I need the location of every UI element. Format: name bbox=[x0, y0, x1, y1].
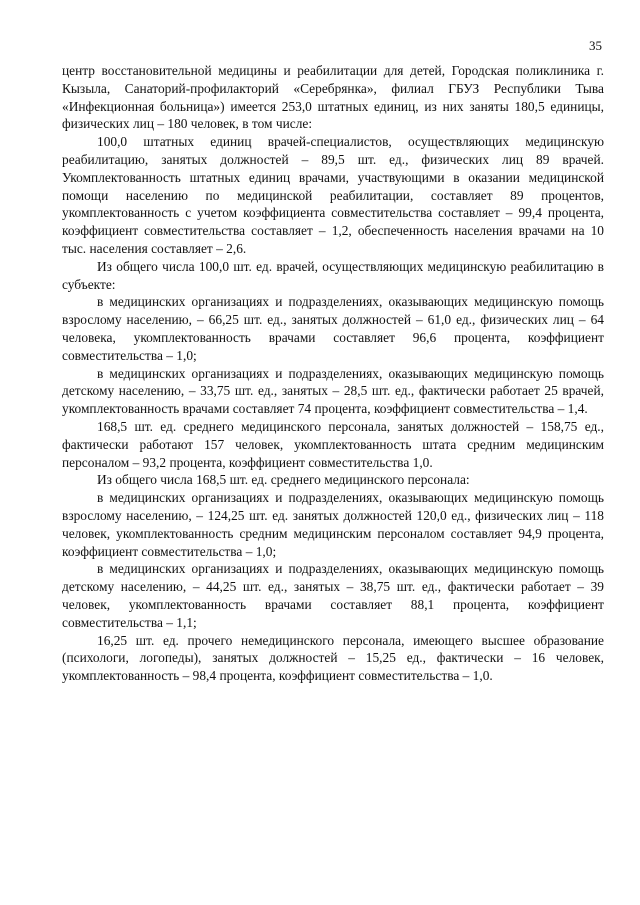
paragraph-nursing-breakdown-intro: Из общего числа 168,5 шт. ед. среднего медицинского персонала: bbox=[97, 472, 470, 488]
paragraph-rehab-doctors: 100,0 штатных единиц врачей-специалистов, осуществляющих медицинскую реабилитацию, занятых должностей – 89,5 шт. ед., физических лиц 89 врачей. Укомплектованность штатных единиц врачами, участвующими в оказании медицинской помощи населению по медицинской реабилитации, составляет 89 процентов, укомплектованность с учетом коэффициента совместительства составляет – 99,4 процента, коэффициент совместительства составляет – 1,2, обеспеченность населения врачами на 10 тыс. населения составляет – 2,6. bbox=[62, 134, 604, 256]
paragraph-doctors-adult: в медицинских организациях и подразделениях, оказывающих медицинскую помощь взрослому населению, – 66,25 шт. ед., занятых должностей – 61,0 ед., физических лиц – 64 человека, укомплектованность врачами составляет 96,6 процента, коэффициент совместительства – 1,0; bbox=[62, 294, 604, 363]
paragraph-nursing-adult: в медицинских организациях и подразделениях, оказывающих медицинскую помощь взрослому населению, – 124,25 шт. ед. занятых должностей 120,0 ед., физических лиц – 118 человек, укомплектованность средним медицинским персоналом составляет 94,9 процента, коэффициент совместительства – 1,0; bbox=[62, 490, 604, 559]
paragraph-nursing-children: в медицинских организациях и подразделениях, оказывающих медицинскую помощь детскому населению, – 44,25 шт. ед., занятых – 38,75 шт. ед., фактически работает – 39 человек, укомплектованность врачами составляет 88,1 процента, коэффициент совместительства – 1,1; bbox=[62, 561, 604, 630]
paragraph-doctors-children: в медицинских организациях и подразделениях, оказывающих медицинскую помощь детскому населению, – 33,75 шт. ед., занятых – 28,5 шт. ед., фактически работает 25 врачей, укомплектованность врачами составляет 74 процента, коэффициент совместительства – 1,4. bbox=[62, 365, 604, 417]
paragraph-continuation: центр восстановительной медицины и реабилитации для детей, Городская поликлиника г. Кызыла, Санаторий-профилакторий «Серебрянка», филиал ГБУЗ Республики Тыва «Инфекционная больница») имеется 253,0 штатных единиц, из них заняты 180,5 единицы, физических лиц – 180 человек, в том числе: bbox=[62, 63, 604, 132]
paragraph-other-staff: 16,25 шт. ед. прочего немедицинского персонала, имеющего высшее образование (психологи, логопеды), занятых должностей – 15,25 ед., фактически – 16 человек, укомплектованность – 98,4 процента, коэффициент совместительства – 1,0. bbox=[62, 632, 604, 684]
page-number: 35 bbox=[589, 38, 602, 53]
paragraph-nursing-staff: 168,5 шт. ед. среднего медицинского персонала, занятых должностей – 158,75 ед., фактически работают 157 человек, укомплектованность штата средним медицинским персоналом – 93,2 процента, коэффициент совместительства 1,0. bbox=[62, 418, 604, 470]
paragraph-doctors-breakdown-intro: Из общего числа 100,0 шт. ед. врачей, осуществляющих медицинскую реабилитацию в субъекте: bbox=[62, 258, 604, 292]
body-text bbox=[62, 62, 604, 685]
